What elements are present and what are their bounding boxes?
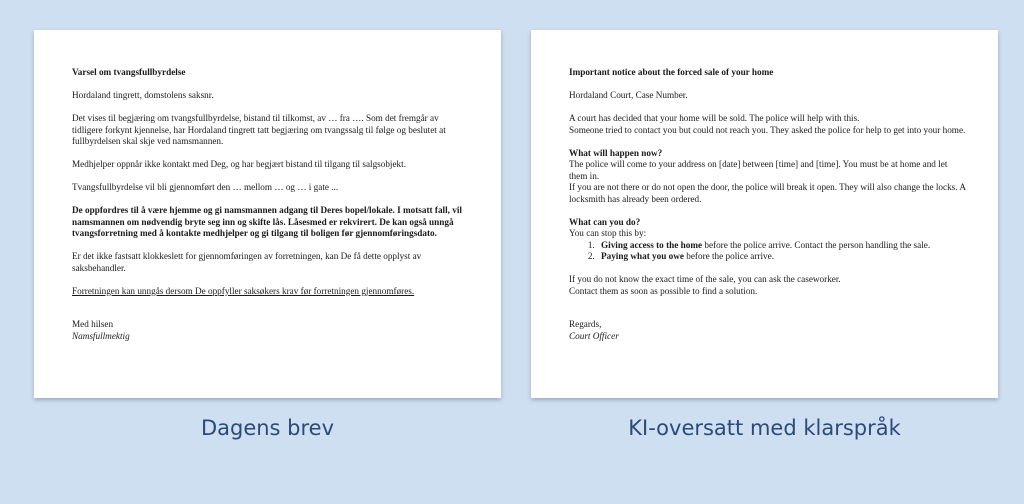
letter-paragraph: Er det ikke fastsatt klokkeslett for gjennomføringen av forretningen, kan De få dette opplyst av saksbehandler. xyxy=(72,251,422,273)
section-heading: What will happen now? xyxy=(569,147,663,158)
signature: Namsfullmektig xyxy=(72,330,130,341)
step-text: before the police arrive. xyxy=(683,251,774,261)
list-item xyxy=(597,251,968,263)
section-heading: What can you do? xyxy=(569,216,641,227)
step-text: before the police arrive. Contact the person handling the sale. xyxy=(702,239,931,250)
letter-title: Important notice about the forced sale of your home xyxy=(569,67,774,77)
letter-paragraph: Medhjelper oppnår ikke kontakt med Deg, og har begjært bistand til tilgang til salgsobjekt. xyxy=(72,159,407,169)
court-line: Hordaland tingrett, domstolens saksnr. xyxy=(72,90,214,100)
letter-paragraph-bold: De oppfordres til å være hjemme og gi namsmannen adgang til Deres bopel/lokale. I motsatt fall, vil namsmannen om nødvendig bryte seg inn og skifte lås. Låsesmed er rekvirert. De kan også unngå tvangsforretning med å kontakte medhjelper og gi tilgang til boligen før gjennomføringsdato. xyxy=(72,205,462,238)
intro-line: A court has decided that your home will be sold. The police will help with this. xyxy=(569,113,860,123)
caption-current-letter: Dagens brev xyxy=(200,416,335,440)
signature-block xyxy=(569,319,968,342)
section-line: If you are not there or do not open the door, the police will break it open. They will also change the locks. A locksmith has already been ordered. xyxy=(569,182,966,204)
section-line: You can stop this by: xyxy=(569,228,647,238)
intro-line: Someone tried to contact you but could not reach you. They asked the police for help to get into your home. xyxy=(569,124,966,135)
steps-list xyxy=(569,240,968,263)
outro-line: Contact them as soon as possible to find a solution. xyxy=(569,285,758,296)
letter-paragraph-underlined: Forretningen kan unngås dersom De oppfyller saksøkers krav før forretningen gjennomføres. xyxy=(72,285,415,296)
caption-ai-translated: KI-oversatt med klarspråk xyxy=(628,416,901,440)
letter-title: Varsel om tvangsfullbyrdelse xyxy=(72,67,186,77)
what-can-you-do-section xyxy=(569,217,968,263)
translated-letter-page xyxy=(531,30,998,398)
list-item xyxy=(597,240,968,252)
closing: Regards, xyxy=(569,319,602,329)
original-letter-page xyxy=(34,30,501,398)
court-line: Hordaland Court, Case Number. xyxy=(569,90,688,100)
outro-line: If you do not know the exact time of the sale, you can ask the caseworker. xyxy=(569,274,841,284)
closing: Med hilsen xyxy=(72,319,114,329)
letter-paragraph: Tvangsfullbyrdelse vil bli gjennomført den … mellom … og … i gate ... xyxy=(72,182,339,192)
step-emphasis: Paying what you owe xyxy=(601,251,684,261)
what-happens-section xyxy=(569,148,968,206)
intro-paragraph xyxy=(569,113,968,136)
section-line: The police will come to your address on [date] between [time] and [time]. You must be at home and let them in. xyxy=(569,159,948,181)
letter-paragraph: Det vises til begjæring om tvangsfullbyrdelse, bistand til tilkomst, av … fra …. Som det fremgår av tidligere forkynt kjennelse, har Hordaland tingrett tatt begjæring om tvangssalg til følge og beslutet at fullbyrdelsen skal skje ved namsmannen. xyxy=(72,113,446,146)
outro-paragraph xyxy=(569,274,968,297)
signature: Court Officer xyxy=(569,330,619,341)
step-emphasis: Giving access to the home xyxy=(601,239,703,250)
signature-block xyxy=(72,319,471,342)
